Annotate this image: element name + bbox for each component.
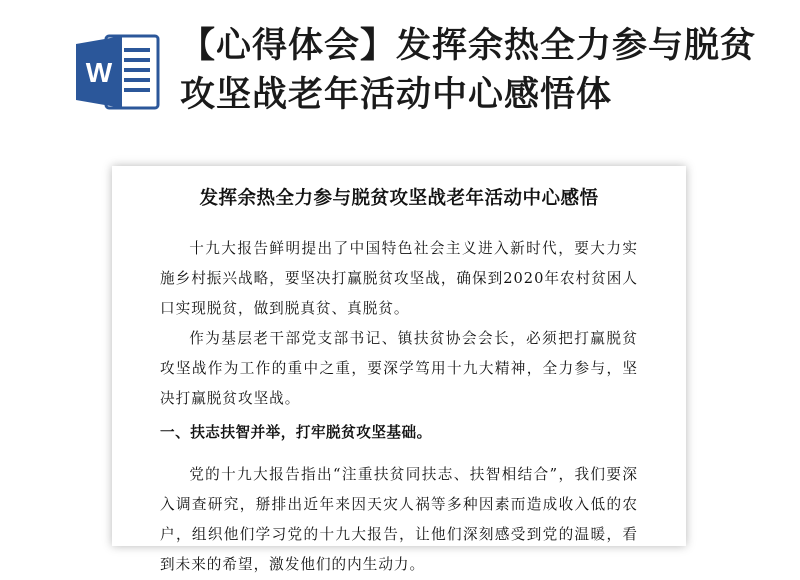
document-page xyxy=(112,166,686,573)
paragraph-2: 作为基层老干部党支部书记、镇扶贫协会会长，必须把打赢脱贫攻坚战作为工作的重中之重，要深学笃用十九大精神，全力参与，坚决打赢脱贫攻坚战。 xyxy=(160,330,638,407)
section-heading-1: 一、扶志扶智并举，打牢脱贫攻坚基础。 xyxy=(160,424,432,441)
word-document-icon xyxy=(76,32,164,112)
section-paragraph-1: 党的十九大报告指出“注重扶贫同扶志、扶智相结合”，我们要深入调查研究，掰排出近年来因天灾人祸等多种因素而造成收入低的农户，组织他们学习党的十九大报告，让他们深刻感受到党的温暖，看到未来的希望，激发他们的内生动力。 xyxy=(160,466,638,573)
article-title: 发挥余热全力参与脱贫攻坚战老年活动中心感悟 xyxy=(199,188,599,209)
document-body xyxy=(160,184,638,580)
word-icon-letter: W xyxy=(85,57,113,88)
header xyxy=(0,0,800,140)
document-file-title: 【心得体会】发挥余热全力参与脱贫攻坚战老年活动中心感悟体 xyxy=(180,26,757,115)
paragraph-1: 十九大报告鲜明提出了中国特色社会主义进入新时代，要大力实施乡村振兴战略，要坚决打赢脱贫攻坚战，确保到2020年农村贫困人口实现脱贫，做到脱真贫、真脱贫。 xyxy=(160,240,638,317)
